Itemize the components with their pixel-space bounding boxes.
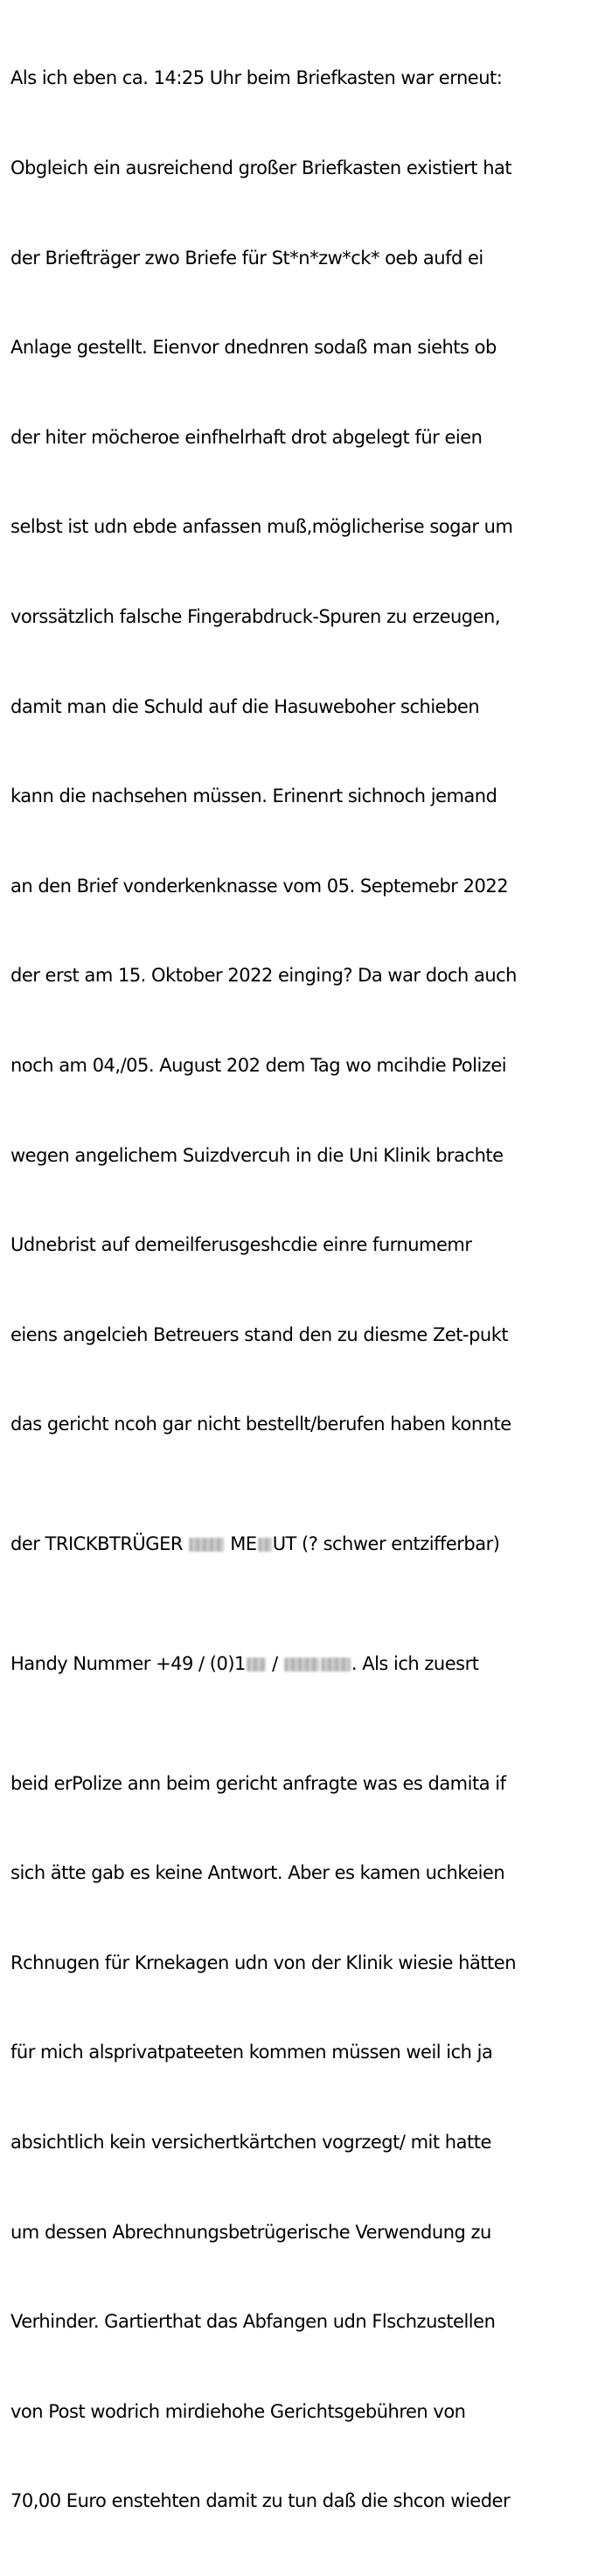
text-segment: der TRICKBTRÜGER (10, 1533, 189, 1555)
text-segment: / (266, 1652, 283, 1674)
text-line: Rchnugen für Krnekagen udn von der Klinik wiesie hätten (10, 1951, 517, 1973)
text-line: wegen angelichem Suizdvercuh in die Uni Klinik brachte (10, 1144, 504, 1166)
redaction-blur (189, 1538, 224, 1552)
text-line: der erst am 15. Oktober 2022 einging? Da war doch auch (10, 965, 517, 987)
text-line: absichtlich kein versichertkärtchen vogrzegt/ mit hatte (10, 2132, 491, 2154)
text-line: das gericht ncoh gar nicht bestellt/berufen haben konnte (10, 1414, 511, 1435)
text-line: Anlage gestellt. Eienvor dnednren sodaß man siehts ob (10, 337, 497, 359)
text-line: beid erPolize ann beim gericht anfragte was es damita if (10, 1772, 506, 1794)
redaction-blur (247, 1658, 266, 1672)
text-line: von Post wodrich mirdiehohe Gerichtsgebühren von (10, 2400, 466, 2422)
redaction-blur (258, 1538, 272, 1552)
text-line-redacted-phone (10, 1649, 517, 1679)
text-segment: Handy Nummer +49 / (0)1 (10, 1652, 246, 1674)
text-line: Udnebrist auf demeilferusgeshcdie einre furnumemr (10, 1234, 472, 1256)
text-segment: ME (225, 1533, 257, 1555)
text-line: vorssätzlich falsche Fingerabdruck-Spuren zu erzeugen, (10, 605, 501, 627)
text-line: um dessen Abrechnungsbetrügerische Verwendung zu (10, 2221, 491, 2243)
text-line: der Briefträger zwo Briefe für St*n*zw*ck* oeb aufd ei (10, 247, 483, 269)
text-line: für mich alsprivatpateeten kommen müssen weil ich ja (10, 2042, 493, 2063)
text-segment: UT (? schwer entzifferbar) (272, 1533, 500, 1555)
redaction-blur (284, 1658, 319, 1672)
text-line: Als ich eben ca. 14:25 Uhr beim Briefkasten war erneut: (10, 67, 503, 89)
text-line: Obgleich ein ausreichend großer Briefkasten existiert hat (10, 157, 512, 178)
redaction-blur (321, 1658, 351, 1672)
text-line: eiens angelcieh Betreuers stand den zu diesme Zet-pukt (10, 1323, 509, 1345)
text-line: Verhinder. Gartierthat das Abfangen udn Flschzustellen (10, 2311, 496, 2333)
text-line: selbst ist udn ebde anfassen muß,möglicherise sogar um (10, 516, 513, 538)
text-line: sich ätte gab es keine Antwort. Aber es kamen uchkeien (10, 1862, 505, 1884)
text-line: kann die nachsehen müssen. Erinenrt sichnoch jemand (10, 785, 497, 807)
text-line: noch am 04,/05. August 202 dem Tag wo mcihdie Polizei (10, 1054, 507, 1076)
text-segment: . Als ich zuesrt (351, 1652, 479, 1674)
text-line: an den Brief vonderkenknasse vom 05. Septemebr 2022 (10, 875, 509, 897)
text-line: der hiter möcheroe einfhelrhaft drot abgelegt für eien (10, 426, 483, 448)
text-line: damit man die Schuld auf die Hasuweboher schieben (10, 695, 480, 717)
text-line-redacted-name (10, 1529, 517, 1559)
text-line: 70,00 Euro enstehten damit zu tun daß die shcon wieder (10, 2490, 511, 2512)
